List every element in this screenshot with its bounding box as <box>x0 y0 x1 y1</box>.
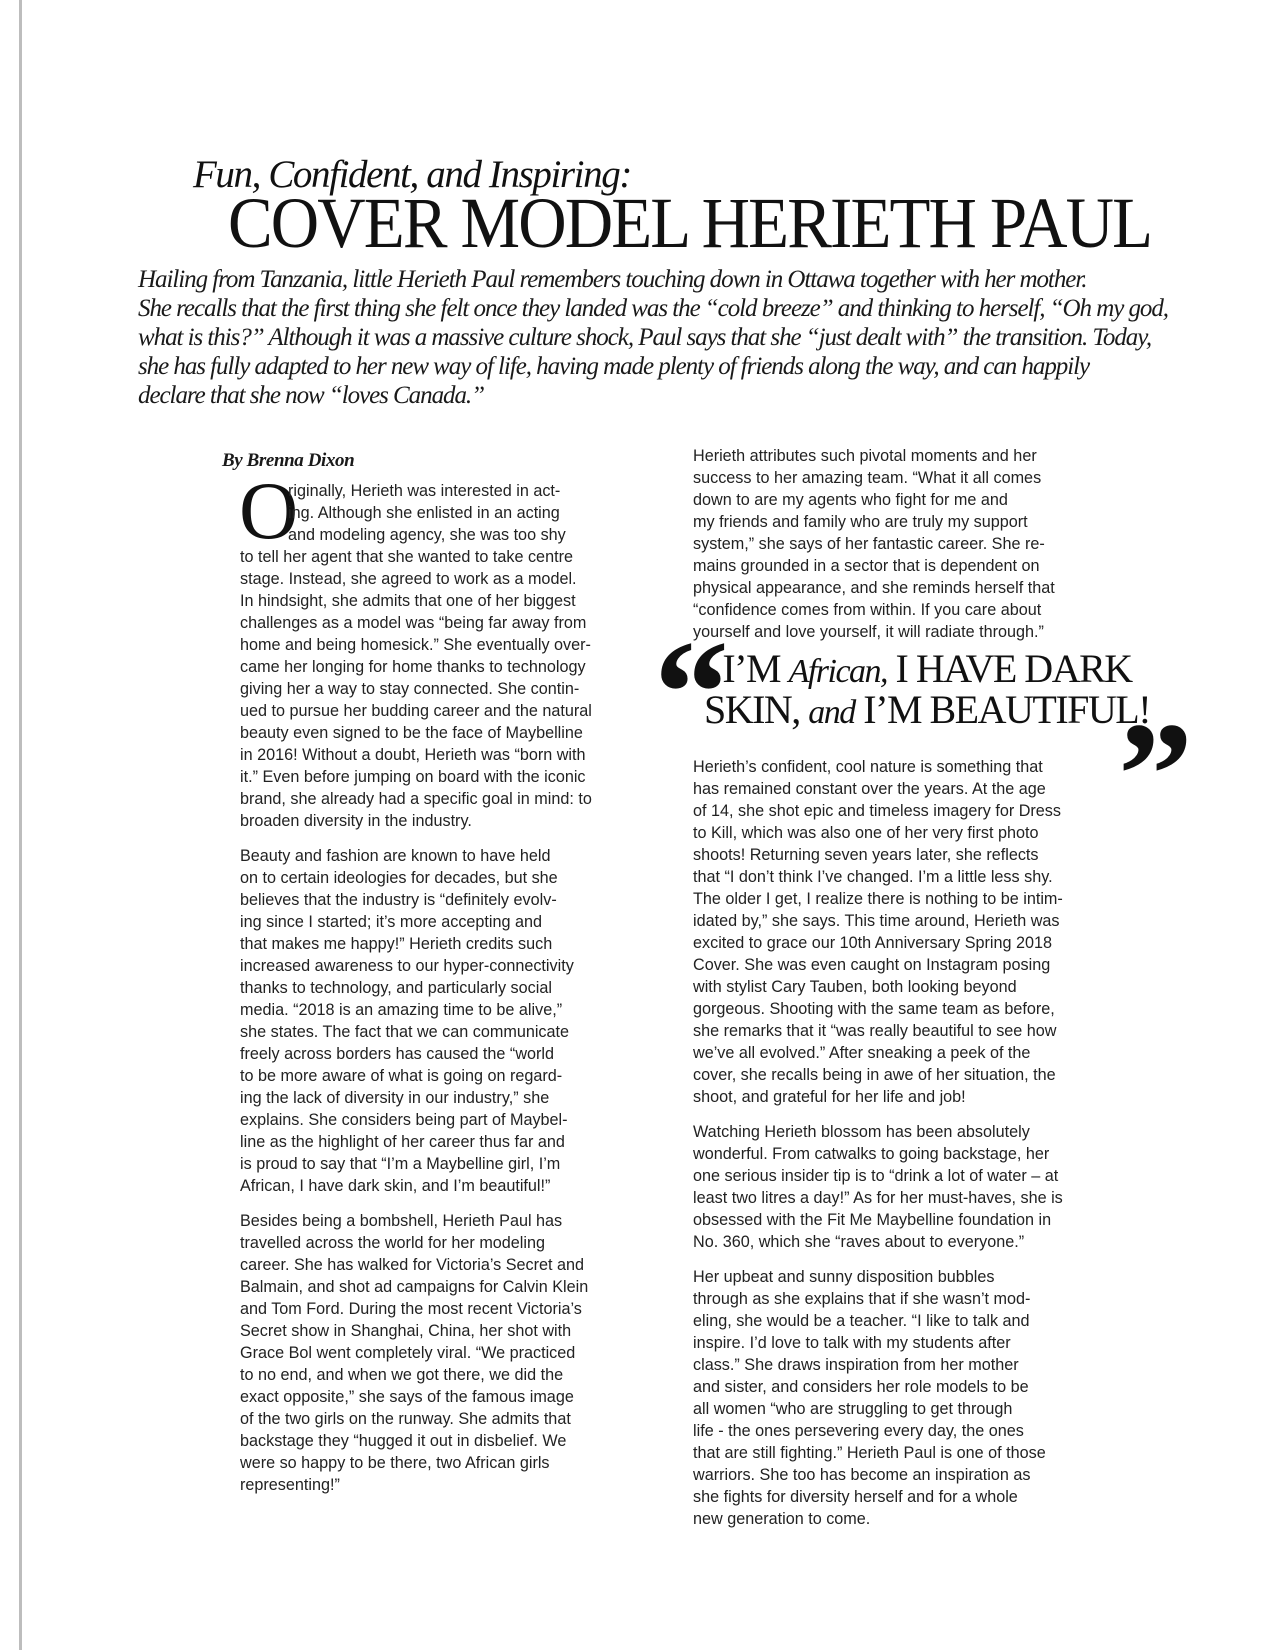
text-line: to be more aware of what is going on regard- <box>240 1067 563 1085</box>
text-line: ing since I started; it’s more accepting and <box>240 913 543 931</box>
drop-cap: O <box>239 465 299 556</box>
text-line: Grace Bol went completely viral. “We practiced <box>240 1344 576 1362</box>
text-line: wonderful. From catwalks to going backstage, her <box>693 1145 1050 1163</box>
text-line: ing the lack of diversity in our industry,” she <box>240 1089 550 1107</box>
text-line: on to certain ideologies for decades, but she <box>240 869 558 887</box>
text-line: to Kill, which was also one of her very first photo <box>693 824 1039 842</box>
text-line: through as she explains that if she wasn’t mod- <box>693 1290 1031 1308</box>
text-line: new generation to come. <box>693 1510 871 1528</box>
text-line: representing!” <box>240 1476 340 1494</box>
text-line: idated by,” she says. This time around, Herieth was <box>693 912 1060 930</box>
text-line: of the two girls on the runway. She admits that <box>240 1410 571 1428</box>
text-line: beauty even signed to be the face of Maybelline <box>240 724 583 742</box>
text-line: stage. Instead, she agreed to work as a model. <box>240 570 577 588</box>
right-column-bottom <box>693 756 1063 1543</box>
text-line: she has fully adapted to her new way of life, having made plenty of friends along the way, and can happily <box>138 353 1090 380</box>
text-line: declare that she now “loves Canada.” <box>138 382 484 409</box>
text-line: exact opposite,” she says of the famous image <box>240 1388 574 1406</box>
text-line: ued to pursue her budding career and the natural <box>240 702 592 720</box>
pull-quote <box>692 646 1162 732</box>
text-line: Balmain, and shot ad campaigns for Calvin Klein <box>240 1278 589 1296</box>
text-line: Beauty and fashion are known to have held <box>240 847 551 865</box>
text-line: The older I get, I realize there is nothing to be intim- <box>693 890 1063 908</box>
pull-quote-text: I’M <box>722 646 789 691</box>
text-line: eling, she would be a teacher. “I like to talk and <box>693 1312 1030 1330</box>
text-line: Herieth attributes such pivotal moments and her <box>693 447 1037 465</box>
text-line: increased awareness to our hyper-connectivity <box>240 957 574 975</box>
paragraph <box>693 1121 1063 1253</box>
text-line: one serious insider tip is to “drink a lot of water – at <box>693 1167 1059 1185</box>
text-line: Herieth’s confident, cool nature is something that <box>693 758 1043 776</box>
text-line: Secret show in Shanghai, China, her shot with <box>240 1322 572 1340</box>
text-line: cover, she recalls being in awe of her situation, the <box>693 1066 1056 1084</box>
text-line: Hailing from Tanzania, little Herieth Paul remembers touching down in Ottawa together with her mother. <box>138 266 1087 293</box>
paragraph <box>693 1266 1063 1530</box>
pull-quote-line <box>692 646 1162 691</box>
text-line: class.” She draws inspiration from her mother <box>693 1356 1019 1374</box>
text-line: came her longing for home thanks to technology <box>240 658 586 676</box>
paragraph <box>240 845 592 1197</box>
text-line: that makes me happy!” Herieth credits such <box>240 935 553 953</box>
left-column <box>240 480 592 1509</box>
text-line: excited to grace our 10th Anniversary Spring 2018 <box>693 934 1053 952</box>
text-line: life - the ones persevering every day, the ones <box>693 1422 1024 1440</box>
paragraph <box>693 445 1055 643</box>
text-line: obsessed with the Fit Me Maybelline foundation in <box>693 1211 1052 1229</box>
text-line: has remained constant over the years. At the age <box>693 780 1046 798</box>
text-line: African, I have dark skin, and I’m beautiful!” <box>240 1177 551 1195</box>
text-line: physical appearance, and she reminds herself that <box>693 579 1055 597</box>
text-line: to no end, and when we got there, we did the <box>240 1366 564 1384</box>
text-line: yourself and love yourself, it will radiate through.” <box>693 623 1044 641</box>
pull-quote-italic: and <box>808 694 855 731</box>
text-line: giving her a way to stay connected. She contin- <box>240 680 580 698</box>
text-line: ing. Although she enlisted in an acting <box>288 504 560 522</box>
text-line: that “I don’t think I’ve changed. I’m a little less shy. <box>693 868 1053 886</box>
text-line: it.” Even before jumping on board with the iconic <box>240 768 586 786</box>
text-line: and Tom Ford. During the most recent Victoria’s <box>240 1300 582 1318</box>
text-line: she fights for diversity herself and for a whole <box>693 1488 1018 1506</box>
text-line: riginally, Herieth was interested in act- <box>288 482 561 500</box>
pull-quote-text: I HAVE DARK <box>887 646 1132 691</box>
text-line: least two litres a day!” As for her must-haves, she is <box>693 1189 1063 1207</box>
text-line: Watching Herieth blossom has been absolutely <box>693 1123 1030 1141</box>
text-line: and sister, and considers her role models to be <box>693 1378 1029 1396</box>
text-line: mains grounded in a sector that is dependent on <box>693 557 1040 575</box>
text-line: all women “who are struggling to get through <box>693 1400 1013 1418</box>
text-line: warriors. She too has become an inspiration as <box>693 1466 1031 1484</box>
text-line: broaden diversity in the industry. <box>240 812 472 830</box>
text-line: that are still fighting.” Herieth Paul is one of those <box>693 1444 1046 1462</box>
text-line: line as the highlight of her career thus far and <box>240 1133 565 1151</box>
text-line: success to her amazing team. “What it all comes <box>693 469 1042 487</box>
pull-quote-italic: African, <box>788 653 888 690</box>
text-line: No. 360, which she “raves about to everyone.” <box>693 1233 1025 1251</box>
text-line: gorgeous. Shooting with the same team as before, <box>693 1000 1055 1018</box>
article-headline: COVER MODEL HERIETH PAUL <box>228 183 1152 263</box>
text-line: what is this?” Although it was a massive culture shock, Paul says that she “just dealt with” the transition. Today, <box>138 324 1152 351</box>
text-line: Cover. She was even caught on Instagram posing <box>693 956 1051 974</box>
text-line: backstage they “hugged it out in disbelief. We <box>240 1432 567 1450</box>
pull-quote-line <box>692 687 1162 732</box>
text-line: of 14, she shot epic and timeless imagery for Dress <box>693 802 1061 820</box>
text-line: were so happy to be there, two African girls <box>240 1454 550 1472</box>
text-line: freely across borders has caused the “world <box>240 1045 555 1063</box>
text-line: brand, she already had a specific goal in mind: to <box>240 790 592 808</box>
text-line: inspire. I’d love to talk with my students after <box>693 1334 1011 1352</box>
text-line: is proud to say that “I’m a Maybelline girl, I’m <box>240 1155 561 1173</box>
text-line: home and being homesick.” She eventually over- <box>240 636 591 654</box>
pull-quote-text: I’M BEAUTIFUL! <box>854 687 1151 732</box>
text-line: in 2016! Without a doubt, Herieth was “born with <box>240 746 586 764</box>
text-line: believes that the industry is “definitely evolv- <box>240 891 557 909</box>
text-line: explains. She considers being part of Maybel- <box>240 1111 568 1129</box>
text-line: “confidence comes from within. If you care about <box>693 601 1042 619</box>
text-line: challenges as a model was “being far away from <box>240 614 587 632</box>
text-line: down to are my agents who fight for me and <box>693 491 1008 509</box>
text-line: In hindsight, she admits that one of her biggest <box>240 592 576 610</box>
open-quote-mark: “ <box>654 610 729 776</box>
text-line: to tell her agent that she wanted to take centre <box>240 548 573 566</box>
paragraph <box>240 1210 592 1496</box>
text-line: we’ve all evolved.” After sneaking a peek of the <box>693 1044 1031 1062</box>
text-line: system,” she says of her fantastic career. She re- <box>693 535 1045 553</box>
text-line: my friends and family who are truly my support <box>693 513 1028 531</box>
right-column-top <box>693 445 1055 656</box>
paragraph <box>240 480 592 832</box>
text-line: She recalls that the first thing she felt once they landed was the “cold breeze” and thinking to herself, “Oh my god, <box>138 295 1169 322</box>
text-line: travelled across the world for her modeling <box>240 1234 546 1252</box>
text-line: and modeling agency, she was too shy <box>288 526 566 544</box>
paragraph <box>693 756 1063 1108</box>
text-line: thanks to technology, and particularly social <box>240 979 552 997</box>
text-line: shoot, and grateful for her life and job! <box>693 1088 966 1106</box>
article-intro <box>138 265 1169 410</box>
text-line: she states. The fact that we can communicate <box>240 1023 570 1041</box>
text-line: career. She has walked for Victoria’s Secret and <box>240 1256 585 1274</box>
text-line: she remarks that it “was really beautiful to see how <box>693 1022 1057 1040</box>
article-kicker: Fun, Confident, and Inspiring: <box>193 153 631 196</box>
text-line: with stylist Cary Tauben, both looking beyond <box>693 978 1017 996</box>
byline: By Brenna Dixon <box>222 450 355 471</box>
text-line: media. “2018 is an amazing time to be alive,” <box>240 1001 563 1019</box>
page-binding-edge <box>0 0 24 1650</box>
close-quote-mark: ” <box>1118 692 1193 858</box>
pull-quote-text: SKIN, <box>703 687 809 732</box>
text-line: shoots! Returning seven years later, she reflects <box>693 846 1039 864</box>
text-line: Her upbeat and sunny disposition bubbles <box>693 1268 995 1286</box>
text-line: Besides being a bombshell, Herieth Paul has <box>240 1212 563 1230</box>
